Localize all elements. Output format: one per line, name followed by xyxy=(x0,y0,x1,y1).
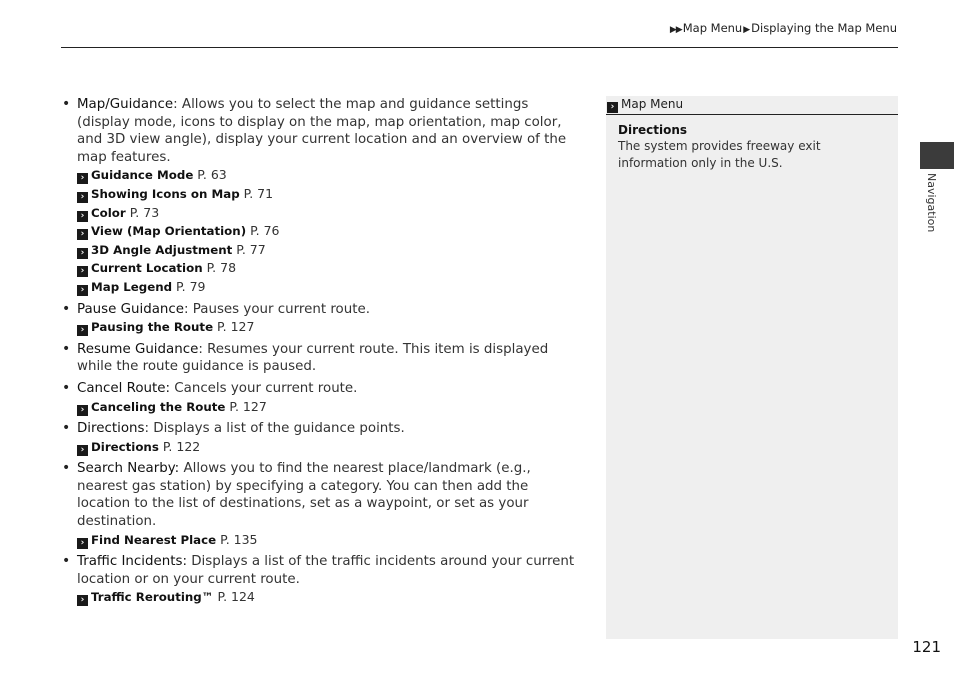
bullet-icon: • xyxy=(62,379,71,396)
reference-page: P. 76 xyxy=(246,223,280,239)
list-item xyxy=(62,420,582,456)
list-item xyxy=(62,553,582,607)
reference-title: Traffic Rerouting™ xyxy=(91,590,214,605)
item-description: Cancels your current route. xyxy=(170,380,358,396)
item-term: Pause Guidance xyxy=(77,301,185,317)
item-body xyxy=(77,96,582,166)
reference-arrow-icon: › xyxy=(77,538,88,549)
reference-page: P. 77 xyxy=(232,241,266,257)
reference-arrow-icon: › xyxy=(77,192,88,203)
item-body xyxy=(77,301,582,319)
item-body xyxy=(77,380,582,398)
cross-reference-link[interactable] xyxy=(77,204,582,223)
sidebar-text: The system provides freeway exit information only in the U.S. xyxy=(618,139,821,170)
reference-title: Current Location xyxy=(91,261,203,276)
bullet-icon: • xyxy=(62,420,71,437)
list-item xyxy=(62,301,582,337)
section-tab-label: Navigation xyxy=(925,173,938,233)
item-term: Map/Guidance xyxy=(77,97,174,112)
reference-title: Guidance Mode xyxy=(91,168,194,183)
reference-arrow-icon: › xyxy=(77,211,88,222)
sidebar-heading-text: Map Menu xyxy=(621,97,684,111)
reference-arrow-icon: › xyxy=(77,173,88,184)
main-content xyxy=(62,96,582,611)
sidebar-body xyxy=(606,115,898,171)
reference-title: Canceling the Route xyxy=(91,399,226,414)
sidebar-note xyxy=(606,96,898,639)
cross-reference-link[interactable] xyxy=(77,438,582,457)
reference-title: 3D Angle Adjustment xyxy=(91,242,233,257)
cross-reference-link[interactable] xyxy=(77,278,582,297)
list-item xyxy=(62,96,582,297)
reference-arrow-icon: › xyxy=(77,266,88,277)
item-term: Resume Guidance xyxy=(77,341,199,357)
double-arrow-icon: ▶▶ xyxy=(669,25,682,35)
item-description: : Allows you to select the map and guidance settings (display mode, icons to display on the map, map orientation, map color, and 3D view angle), display your current location and an overview of the map features. xyxy=(77,97,567,165)
sidebar-heading xyxy=(606,96,898,114)
breadcrumb-section: Map Menu xyxy=(682,21,743,35)
item-body xyxy=(77,460,582,530)
reference-title: Showing Icons on Map xyxy=(91,186,240,201)
reference-page: P. 127 xyxy=(225,398,267,414)
item-body xyxy=(77,553,582,588)
reference-arrow-icon: › xyxy=(77,405,88,416)
cross-reference-link[interactable] xyxy=(77,185,582,204)
reference-page: P. 79 xyxy=(172,278,206,294)
reference-title: Map Legend xyxy=(91,279,173,294)
reference-arrow-icon: › xyxy=(77,325,88,336)
breadcrumb xyxy=(670,21,897,35)
reference-title: Pausing the Route xyxy=(91,320,214,335)
reference-title: Directions xyxy=(91,439,159,454)
reference-arrow-icon: › xyxy=(77,445,88,456)
reference-arrow-icon: › xyxy=(77,248,88,259)
cross-reference-link[interactable] xyxy=(77,166,582,185)
item-description: : Pauses your current route. xyxy=(184,301,370,317)
arrow-icon: ▶ xyxy=(743,25,751,35)
reference-title: View (Map Orientation) xyxy=(91,224,247,239)
item-term: Search Nearby: xyxy=(77,461,180,477)
cross-reference-link[interactable] xyxy=(77,222,582,241)
reference-arrow-icon: › xyxy=(77,285,88,296)
bullet-icon: • xyxy=(62,300,71,317)
header-rule xyxy=(61,47,898,48)
list-item xyxy=(62,341,582,376)
cross-reference-link[interactable] xyxy=(77,241,582,260)
item-description: Allows you to find the nearest place/landmark (e.g., nearest gas station) by specifying a category. You can then add the location to the list of destinations, set as a waypoint, or set as your destination. xyxy=(77,461,531,530)
page-number: 121 xyxy=(912,638,941,656)
bullet-icon: • xyxy=(62,460,71,477)
reference-page: P. 71 xyxy=(239,185,274,201)
reference-page: P. 73 xyxy=(125,204,160,220)
item-body xyxy=(77,341,582,376)
reference-arrow-icon: › xyxy=(77,595,88,606)
breadcrumb-page: Displaying the Map Menu xyxy=(751,21,897,35)
cross-reference-link[interactable] xyxy=(77,588,582,607)
reference-page: P. 78 xyxy=(202,260,237,276)
reference-arrow-icon: › xyxy=(607,102,618,113)
item-description: Displays a list of the traffic incidents around your current location or on your current route. xyxy=(77,554,575,587)
reference-page: P. 127 xyxy=(213,319,255,335)
reference-title: Find Nearest Place xyxy=(91,532,217,547)
reference-page: P. 122 xyxy=(158,438,201,454)
item-body xyxy=(77,420,582,438)
bullet-icon: • xyxy=(62,340,71,357)
item-term: Traffic Incidents: xyxy=(77,554,187,570)
bullet-icon: • xyxy=(62,553,71,570)
cross-reference-link[interactable] xyxy=(77,259,582,278)
reference-page: P. 124 xyxy=(213,589,255,605)
reference-title: Color xyxy=(91,205,126,220)
cross-reference-link[interactable] xyxy=(77,531,582,550)
sidebar-title: Directions xyxy=(618,123,688,137)
reference-page: P. 135 xyxy=(216,531,258,547)
section-tab-block xyxy=(920,142,954,169)
bullet-icon: • xyxy=(62,96,71,112)
list-item xyxy=(62,380,582,416)
item-description: : Resumes your current route. This item is displayed while the route guidance is paused. xyxy=(77,341,549,375)
item-term: Cancel Route: xyxy=(77,380,171,396)
reference-page: P. 63 xyxy=(193,167,227,183)
cross-reference-link[interactable] xyxy=(77,398,582,417)
reference-arrow-icon: › xyxy=(77,229,88,240)
cross-reference-link[interactable] xyxy=(77,318,582,337)
item-term: Directions xyxy=(77,421,145,437)
list-item xyxy=(62,460,582,549)
item-description: : Displays a list of the guidance points. xyxy=(144,421,405,437)
